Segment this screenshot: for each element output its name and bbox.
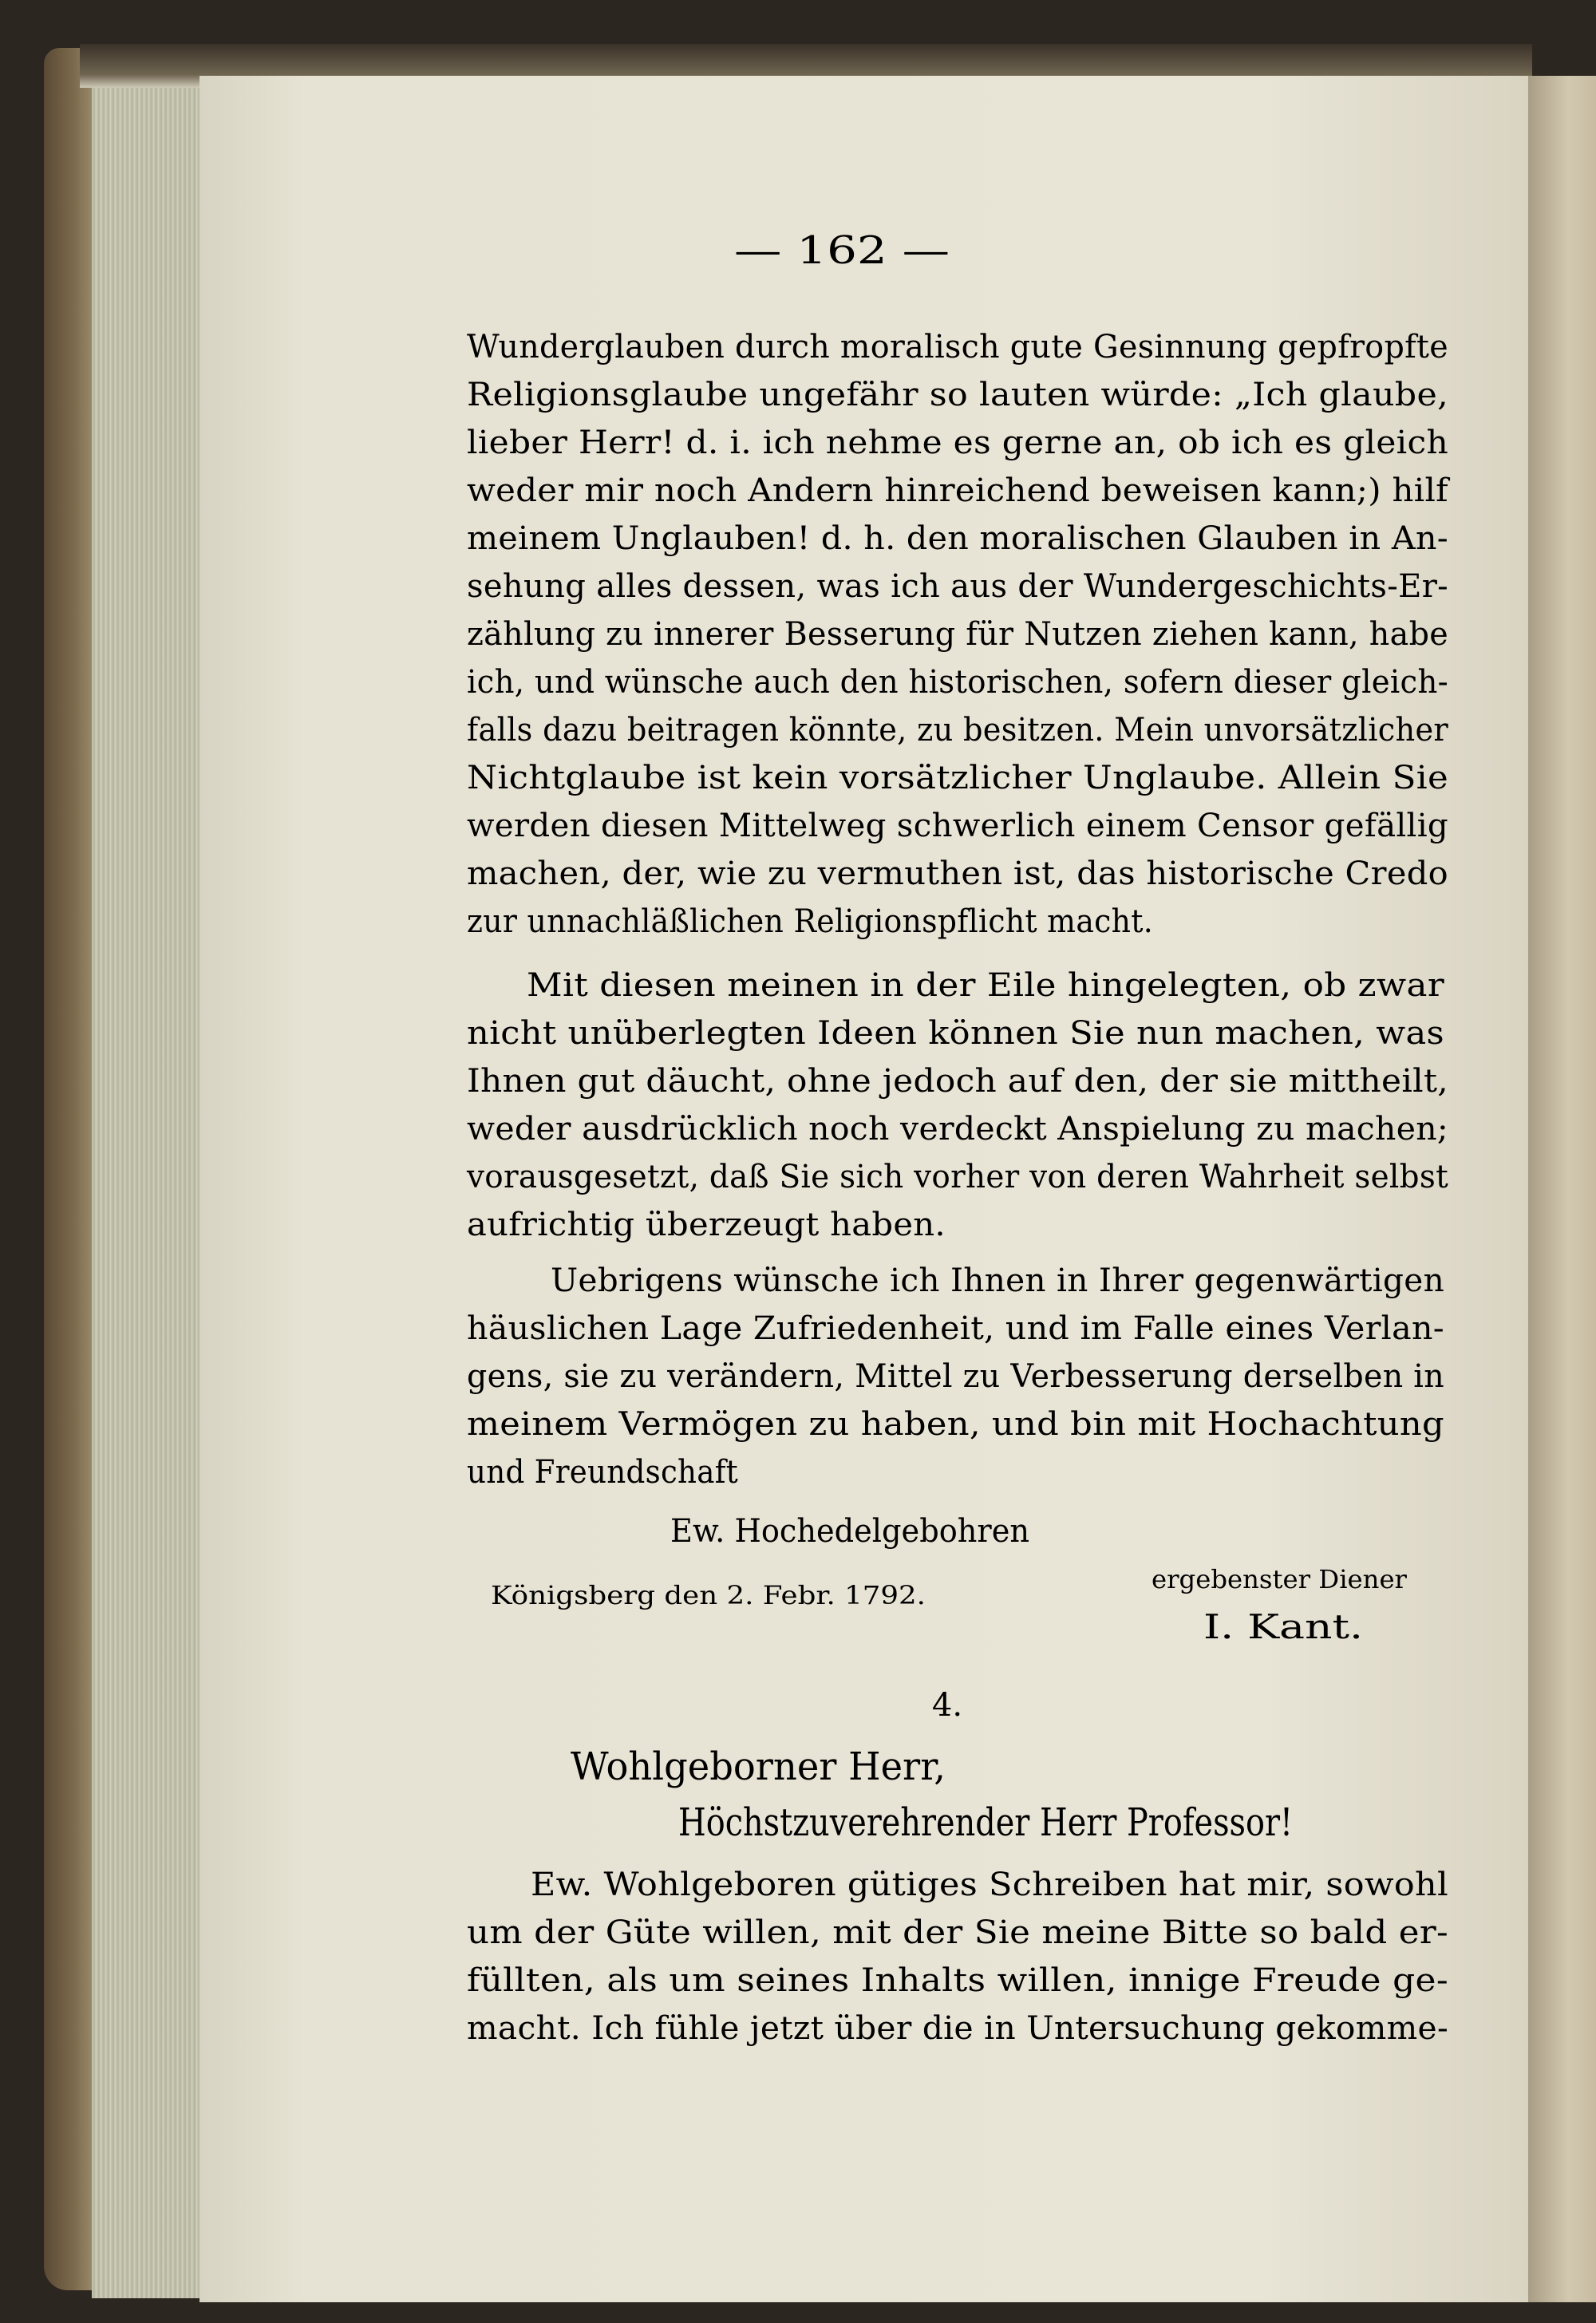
paragraph-4 — [467, 1867, 1448, 2047]
text-line: häuslichen Lage Zufriedenheit, und im Falle eines Verlan- — [467, 1310, 1444, 1347]
paragraph-1 — [467, 329, 1451, 940]
text-line: zur unnachläßlichen Religionspflicht macht. — [467, 903, 1153, 940]
text-line: falls dazu beitragen könnte, zu besitzen. Mein unvorsätzlicher — [467, 712, 1449, 749]
text-line: machen, der, wie zu vermuthen ist, das historische Credo — [467, 855, 1448, 892]
closing: ergebenster Diener — [1152, 1564, 1408, 1594]
text-line: meinem Unglauben! d. h. den moralischen Glauben in An- — [467, 520, 1448, 557]
text-line: zählung zu innerer Besserung für Nutzen ziehen kann, habe — [467, 616, 1448, 653]
text-line: macht. Ich fühle jetzt über die in Untersuchung gekomme- — [467, 2010, 1448, 2047]
signature: I. Kant. — [1203, 1607, 1363, 1646]
text-line: meinem Vermögen zu haben, und bin mit Hochachtung — [467, 1406, 1444, 1443]
address-line-2: Höchstzuverehrender Herr Professor! — [678, 1800, 1293, 1845]
text-line: vorausgesetzt, daß Sie sich vorher von deren Wahrheit selbst — [466, 1159, 1448, 1195]
text-line: Uebrigens wünsche ich Ihnen in Ihrer gegenwärtigen — [551, 1262, 1444, 1299]
text-line: Nichtglaube ist kein vorsätzlicher Unglaube. Allein Sie — [467, 760, 1448, 796]
text-line: füllten, als um seines Inhalts willen, innige Freude ge- — [467, 1962, 1448, 1999]
paragraph-3 — [467, 1262, 1444, 1491]
text-line: lieber Herr! d. i. ich nehme es gerne an, ob ich es gleich — [467, 425, 1448, 461]
section-number: 4. — [931, 1687, 963, 1724]
text-line: um der Güte willen, mit der Sie meine Bitte so bald er- — [467, 1914, 1448, 1951]
text-line: sehung alles dessen, was ich aus der Wundergeschichts-Er- — [467, 568, 1448, 605]
text-line: weder ausdrücklich noch verdeckt Anspielung zu machen; — [467, 1111, 1448, 1148]
text-line: Mit diesen meinen in der Eile hingelegten, ob zwar — [527, 967, 1445, 1004]
place-date: Königsberg den 2. Febr. 1792. — [491, 1580, 926, 1610]
page-number: — 162 — — [734, 228, 950, 273]
salutation: Ew. Hochedelgebohren — [670, 1513, 1029, 1550]
address-line-1: Wohlgeborner Herr, — [571, 1744, 946, 1789]
text-line: Wunderglauben durch moralisch gute Gesinnung gepfropfte — [467, 329, 1448, 365]
text-line: nicht unüberlegten Ideen können Sie nun machen, was — [467, 1015, 1444, 1052]
text-line: weder mir noch Andern hinreichend beweisen kann;) hilf — [467, 472, 1452, 509]
text-line: Religionsglaube ungefähr so lauten würde: „Ich glaube, — [467, 377, 1448, 413]
text-line: Ew. Wohlgeboren gütiges Schreiben hat mir, sowohl — [531, 1867, 1448, 1903]
text-line: werden diesen Mittelweg schwerlich einem Censor gefällig — [467, 808, 1448, 844]
text-line: gens, sie zu verändern, Mittel zu Verbesserung derselben in — [467, 1358, 1444, 1395]
paragraph-2 — [466, 967, 1448, 1243]
text-line: Ihnen gut däucht, ohne jedoch auf den, der sie mittheilt, — [467, 1063, 1448, 1100]
text-line: ich, und wünsche auch den historischen, sofern dieser gleich- — [467, 664, 1448, 701]
text-line: aufrichtig überzeugt haben. — [467, 1207, 946, 1243]
text-line: und Freundschaft — [467, 1454, 738, 1491]
